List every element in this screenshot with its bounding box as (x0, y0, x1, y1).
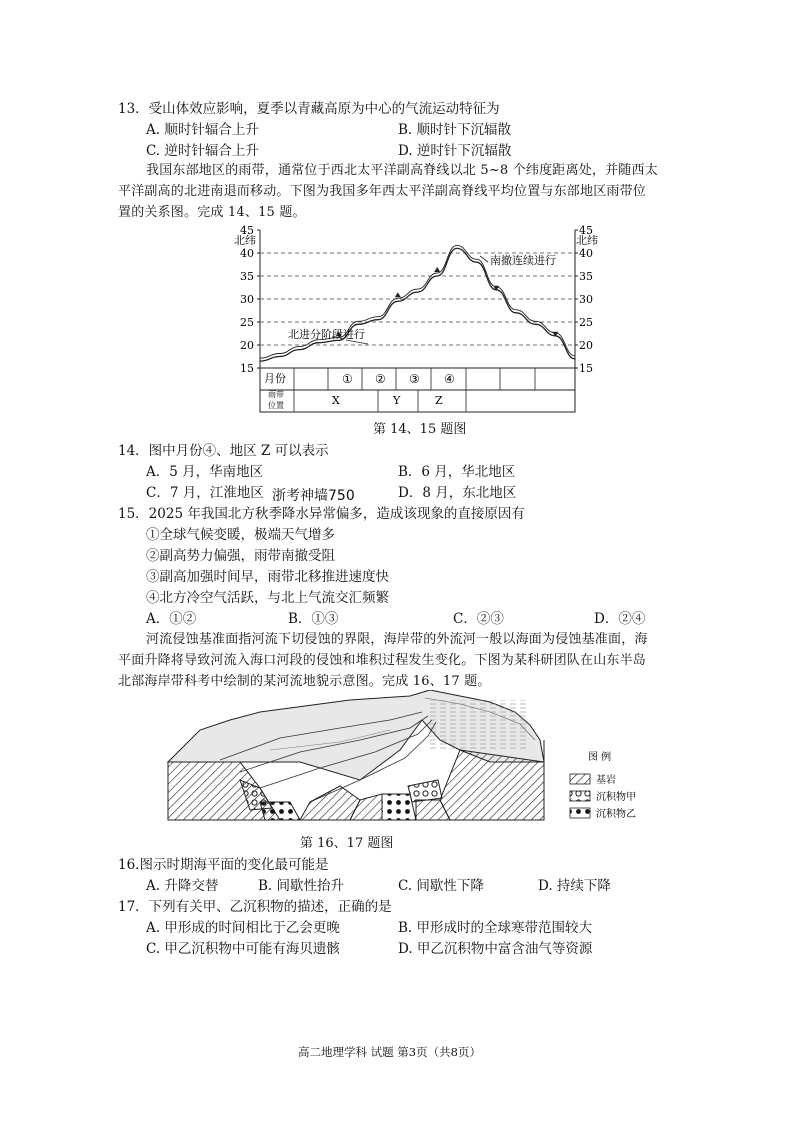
passage1-line2: 平洋副高的北进南退而移动。下图为我国多年西太平洋副高脊线平均位置与东部地区雨带位 (118, 184, 647, 199)
y-tick-right: 25 (579, 316, 593, 329)
ridge-line-chart (228, 222, 608, 414)
y-tick-right: 15 (579, 362, 593, 375)
y-axis-label-right: 北纬 (576, 234, 598, 247)
y-tick-right: 20 (579, 339, 593, 352)
q13-option-a: A. 顺时针辐合上升 (146, 122, 259, 138)
rainbelt-y: Y (393, 394, 401, 407)
y-tick-right: 30 (579, 293, 593, 306)
q17-option-a: A. 甲形成的时间相比于乙会更晚 (146, 920, 340, 936)
month-cell-1: ① (342, 372, 353, 386)
q15-option-a: A．①② (146, 611, 197, 627)
q16-option-c: C. 间歇性下降 (398, 878, 484, 894)
q16-option-b: B. 间歇性抬升 (258, 878, 345, 894)
bedrock-right (440, 750, 544, 820)
sediment-a-right (408, 780, 442, 802)
y-tick-right: 40 (579, 247, 593, 260)
table-header-rainbelt-2: 位置 (268, 401, 284, 410)
rainbelt-z: Z (435, 394, 443, 407)
y-tick-right: 45 (579, 224, 593, 237)
q15-statement-4: ④北方冷空气活跃，与北上气流交汇频繁 (146, 590, 389, 606)
q16-stem: 16.图示时期海平面的变化最可能是 (118, 857, 329, 873)
q14-option-a: A．5 月，华南地区 (146, 464, 264, 480)
y-tick-left: 35 (240, 270, 254, 283)
y-tick-left: 25 (240, 316, 254, 329)
q15-option-d: D．②④ (594, 611, 646, 627)
rainbelt-x: X (332, 394, 340, 407)
q17-stem: 17．下列有关甲、乙沉积物的描述，正确的是 (118, 899, 392, 915)
table-header-rainbelt-1: 雨带 (268, 390, 284, 399)
legend-title: 图 例 (588, 752, 612, 763)
q16-option-a: A. 升降交替 (146, 878, 219, 894)
y-axis-label-left: 北纬 (234, 234, 256, 247)
q15-statement-1: ①全球气候变暖，极端天气增多 (146, 527, 335, 543)
legend-sed-b-label: 沉积物乙 (596, 809, 636, 820)
y-tick-left: 30 (240, 293, 254, 306)
y-tick-right: 35 (579, 270, 593, 283)
passage2-line2: 平面升降将导致河流入海口河段的侵蚀和堆积过程发生变化。下图为某科研团队在山东半岛 (118, 653, 647, 668)
q17-option-b: B. 甲形成时的全球寒带范围较大 (398, 920, 593, 936)
passage1-line1: 我国东部地区的雨带，通常位于西北太平洋副高脊线以北 5~8 个纬度距离处，并随西太 (146, 163, 658, 178)
page-footer: 高二地理学科 试题 第3页（共8页） (298, 1045, 481, 1059)
bedrock-middle (300, 786, 360, 820)
sediment-b-left (260, 802, 300, 820)
month-cell-2: ② (375, 372, 386, 386)
ridge-arrow (434, 267, 440, 272)
watermark-text: 浙考神墙750 (272, 488, 355, 504)
legend-sed-b-swatch (570, 808, 590, 818)
chart-grid (257, 230, 578, 368)
figure2-caption: 第 16、17 题图 (300, 836, 394, 851)
legend-bedrock-label: 基岩 (596, 775, 616, 786)
sediment-b-right (382, 794, 416, 820)
annotation-south: 南撤连续进行 (490, 254, 556, 267)
q15-option-c: C．②③ (453, 611, 504, 627)
q13-option-d: D. 逆时针下沉辐散 (398, 143, 512, 159)
legend-sed-a-label: 沉积物甲 (596, 792, 636, 803)
q17-option-c: C. 甲乙沉积物中可能有海贝遗骸 (146, 941, 340, 957)
passage2-line1: 河流侵蚀基准面指河流下切侵蚀的界限，海岸带的外流河一般以海面为侵蚀基准面，海 (146, 632, 648, 647)
y-tick-left: 45 (240, 224, 254, 237)
month-cell-3: ③ (409, 372, 420, 386)
passage2-line3: 北部海岸带科考中绘制的某河流地貌示意图。完成 16、17 题。 (118, 674, 491, 689)
q13-option-b: B. 顺时针下沉辐散 (398, 122, 512, 138)
annotation-north: 北进分阶段进行 (288, 328, 365, 341)
q14-option-d: D．8 月，东北地区 (398, 485, 517, 501)
y-tick-left: 40 (240, 247, 254, 260)
q15-stem: 15．2025 年我国北方秋季降水异常偏多，造成该现象的直接原因有 (118, 506, 525, 522)
table-header-month: 月份 (264, 372, 286, 385)
q17-option-d: D. 甲乙沉积物中富含油气等资源 (398, 941, 593, 957)
q14-option-b: B．6 月，华北地区 (398, 464, 516, 480)
q15-option-b: B．①③ (288, 611, 339, 627)
q15-statement-3: ③副高加强时间早，雨带北移推进速度快 (146, 569, 389, 585)
river-landform-diagram (160, 690, 640, 830)
legend-sed-a-swatch (570, 791, 590, 801)
ridge-arrow (395, 292, 401, 297)
figure1-caption: 第 14、15 题图 (373, 422, 467, 437)
q13-option-c: C. 逆时针辐合上升 (146, 143, 259, 159)
q14-stem: 14．图中月份④、地区 Z 可以表示 (118, 443, 329, 459)
q13-stem: 13．受山体效应影响，夏季以青藏高原为中心的气流运动特征为 (118, 101, 500, 117)
passage1-line3: 置的关系图。完成 14、15 题。 (118, 205, 306, 220)
q15-statement-2: ②副高势力偏强，雨带南撤受阻 (146, 548, 335, 564)
legend-bedrock-swatch (570, 774, 590, 784)
y-tick-left: 15 (240, 362, 254, 375)
q16-option-d: D. 持续下降 (538, 878, 611, 894)
month-cell-4: ④ (444, 372, 455, 386)
y-tick-left: 20 (240, 339, 254, 352)
q14-option-c: C．7 月，江淮地区 (146, 485, 264, 501)
